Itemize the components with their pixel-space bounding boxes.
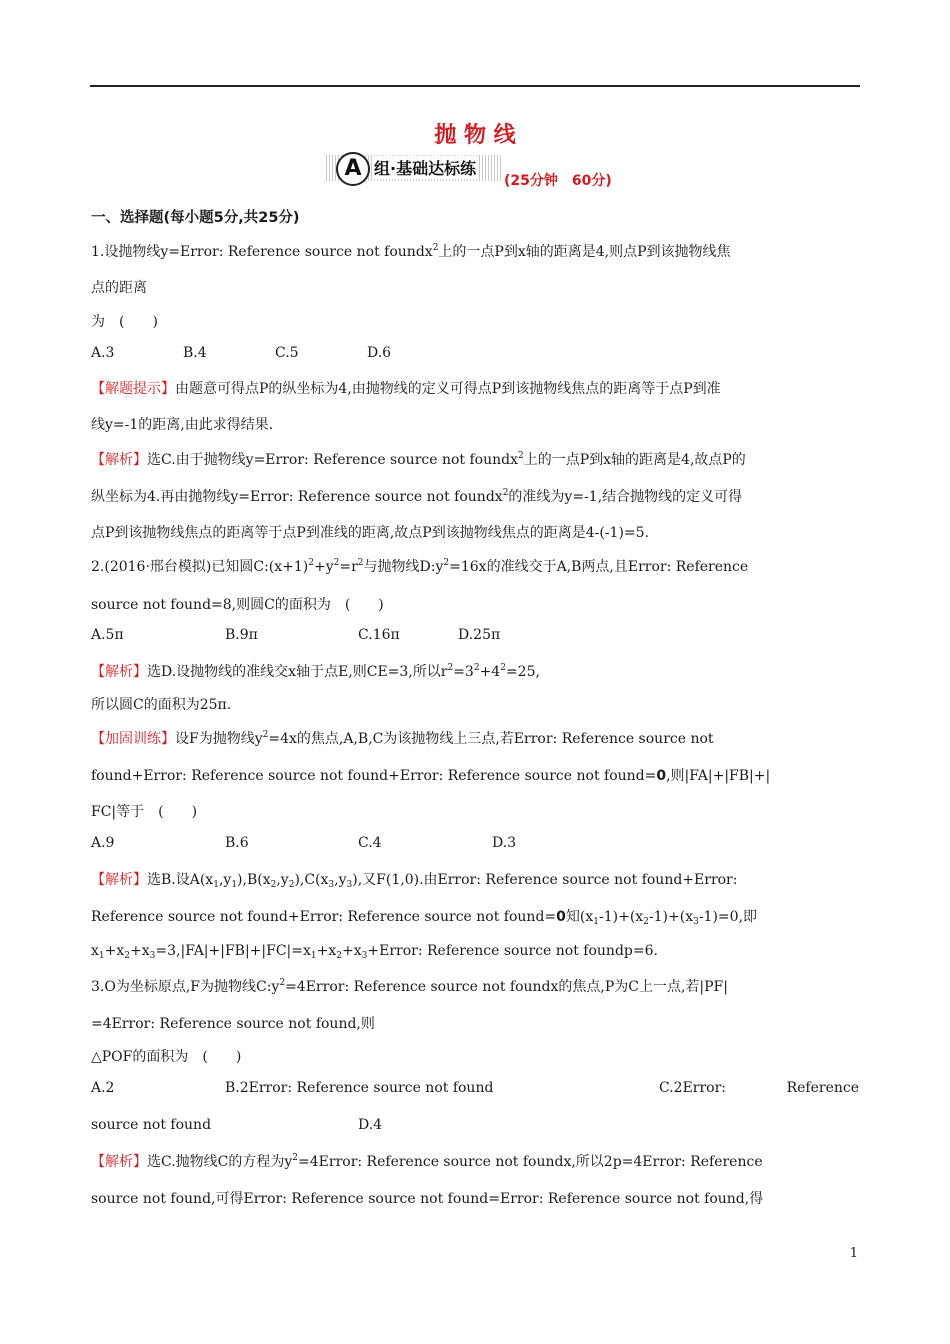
drill-answer-line3: $x_1+x_2+x_3=3,|FA|+|FB|+|FC|=x_1+x_2+x_3+Error$: Reference source not foundp=6. [91,943,658,961]
q3-stem-line3: △POF的面积为 ( ) [91,1049,242,1065]
answer-tag: 【解析】 [91,452,147,468]
drill-stem-line3: FC|等于 ( ) [91,804,198,820]
q1-options [91,345,491,365]
q2-answer-line1: 【解析】选D.设抛物线的准线交x轴于点E,则CE=3,所以$r^2=3^2+4^2=25$, [91,663,540,680]
option-b: B.6 [225,835,249,851]
q3-options-row2 [91,1117,491,1137]
option-a: A.3 [91,345,115,361]
q1-hint-line2: 线y=-1的距离,由此求得结果. [91,417,274,433]
q1-stem-line1: 1.设抛物线y=Error: Reference source not foundx$^2$上的一点P到x轴的距离是4,则点P到该抛物线焦 [91,243,731,260]
section-heading: 一、选择题(每小题5分,共25分) [91,210,300,226]
option-a: A.2 [91,1080,115,1096]
drill-answer-line2: Reference source not found+Error: Reference source not found=0知$(x_1-1)+(x_2-1)+(x_3-1)=0$,即 [91,909,758,927]
q2-answer-line2: 所以圆C的面积为25π. [91,697,232,713]
q3-stem-line1: 3.O为坐标原点,F为抛物线$C:y^2=4Error$: Reference source not foundx的焦点,P为C上一点,若|PF| [91,978,728,995]
q2-stem-line1: 2.(2016·邢台模拟)已知圆$C:(x+1)^2+y^2=r^2$与抛物线$D:y^2=16x$的准线交于A,B两点,且Error: Reference [91,558,749,575]
badge-time: (25分钟 60分) [504,173,612,189]
page-title: 抛 物 线 [434,122,516,148]
option-c-part3: source not found [91,1117,212,1133]
answer-tag: 【解析】 [91,664,147,680]
option-b: B.9π [225,627,258,643]
badge-letter: A [336,152,370,186]
option-d: D.25π [458,627,501,643]
q3-options-row1 [91,1080,859,1100]
option-d: D.6 [367,345,392,361]
option-b: B.4 [183,345,207,361]
q1-stem-line2: 点的距离 [91,280,147,296]
option-c: C.16π [358,627,400,643]
answer-tag: 【解析】 [91,1154,147,1170]
q1-answer-line1: 【解析】选C.由于抛物线y=Error: Reference source not foundx$^2$上的一点P到x轴的距离是4,故点P的 [91,451,746,468]
option-c-part1: C.2Error: [659,1080,727,1096]
option-c-part2: Reference [786,1080,859,1096]
q3-answer-line1: 【解析】选C.抛物线C的方程为$y^2=4Error$: Reference source not foundx,所以2p=4Error: Reference [91,1153,763,1170]
page-number: 1 [849,1246,858,1261]
answer-tag: 【解析】 [91,872,147,888]
q1-stem-line3: 为 ( ) [91,314,158,330]
badge-label: 组·基础达标练 [372,156,478,179]
option-b: B.2Error: Reference source not found [225,1080,494,1096]
hint-tag: 【解题提示】 [91,381,175,397]
q1-answer-line2: 纵坐标为4.再由抛物线y=Error: Reference source not foundx$^2$的准线为y=-1,结合抛物线的定义可得 [91,488,743,505]
option-c: C.5 [275,345,299,361]
q2-stem-line2: source not found=8,则圆C的面积为 ( ) [91,597,384,613]
q1-answer-line3: 点P到该抛物线焦点的距离等于点P到准线的距离,故点P到该抛物线焦点的距离是4-(-1)=5. [91,525,649,541]
option-d: D.4 [358,1117,383,1133]
option-a: A.5π [91,627,124,643]
drill-tag: 【加固训练】 [91,731,175,747]
drill-options [91,835,591,855]
q3-answer-line2: source not found,可得Error: Reference source not found=Error: Reference source not found,得 [91,1191,764,1207]
drill-stem-line2: found+Error: Reference source not found+Error: Reference source not found=0,则|FA|+|FB|+| [91,768,771,784]
q2-options [91,627,591,647]
q1-hint-line1: 【解题提示】由题意可得点P的纵坐标为4,由抛物线的定义可得点P到该抛物线焦点的距离等于点P到准 [91,381,721,397]
q3-stem-line2: =4Error: Reference source not found,则 [91,1016,375,1032]
option-d: D.3 [492,835,517,851]
drill-answer-line1: 【解析】选B.设$A(x_1,y_1),B(x_2,y_2),C(x_3,y_3)$,又F(1,0).由Error: Reference source not found+Error: [91,872,738,890]
drill-stem-line1: 【加固训练】设F为抛物线$y^2=4x$的焦点,A,B,C为该抛物线上三点,若Error: Reference source not [91,730,714,747]
header-rule [90,85,860,87]
option-c: C.4 [358,835,382,851]
option-a: A.9 [91,835,115,851]
